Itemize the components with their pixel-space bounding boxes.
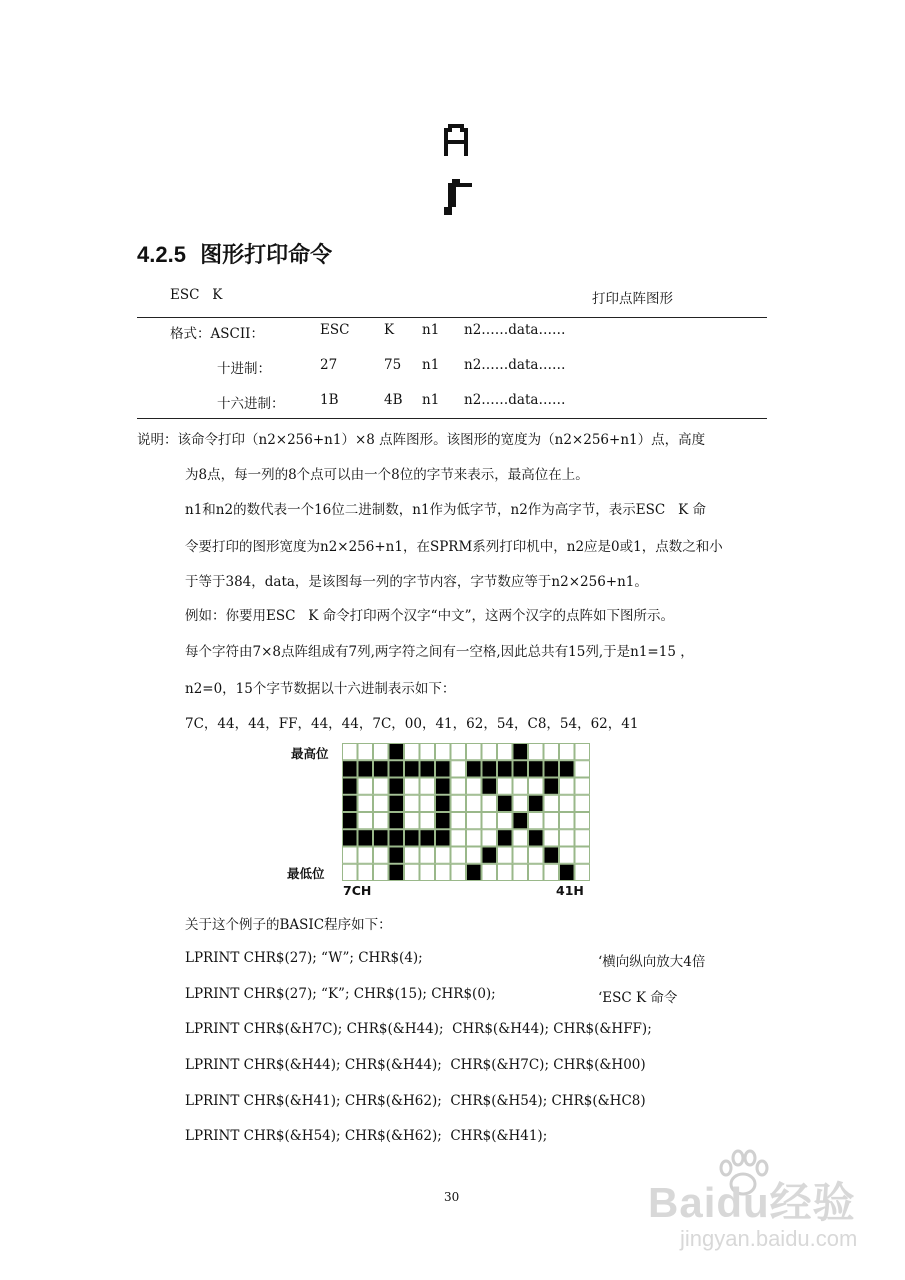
basic-code-line: LPRINT CHR$(27); “W”; CHR$(4);: [185, 950, 423, 966]
basic-code-comment: ‘ESC K 命令: [598, 990, 678, 1006]
format-row-cell: ESC: [320, 322, 350, 338]
dot-off: [575, 864, 590, 880]
dot-off: [513, 795, 528, 811]
dot-off: [560, 813, 575, 829]
basic-code-comment: ‘横向纵向放大4倍: [598, 954, 706, 970]
dot-on: [436, 830, 451, 846]
dot-on: [560, 864, 575, 880]
dot-on: [498, 830, 513, 846]
dot-off: [358, 847, 373, 863]
dot-off: [420, 778, 435, 794]
format-row-cell: n2……data……: [464, 357, 566, 373]
bitmap-glyph-guang-image: [440, 178, 476, 220]
dot-off: [451, 761, 466, 777]
dot-off: [560, 847, 575, 863]
dot-on: [513, 761, 528, 777]
watermark-url: jingyan.baidu.com: [680, 1226, 858, 1251]
dot-on: [560, 761, 575, 777]
dot-on: [467, 761, 482, 777]
dot-on: [389, 864, 404, 880]
dot-off: [560, 795, 575, 811]
command-description: 打印点阵图形: [592, 291, 673, 307]
basic-code-line: LPRINT CHR$(&H41); CHR$(&H62); CHR$(&H54); CHR$(&HC8): [185, 1093, 646, 1109]
dot-off: [560, 830, 575, 846]
body-line: 为8点，每一列的8个点可以由一个8位的字节来表示，最高位在上。: [185, 467, 589, 483]
dot-off: [575, 778, 590, 794]
dot-off: [498, 778, 513, 794]
dot-on: [420, 761, 435, 777]
dot-on: [529, 761, 544, 777]
dot-off: [482, 830, 497, 846]
dot-on: [513, 813, 528, 829]
format-row-cell: 75: [384, 357, 402, 373]
dot-off: [482, 813, 497, 829]
dot-on: [343, 830, 358, 846]
dot-on: [374, 761, 389, 777]
dot-off: [544, 744, 559, 760]
dot-off: [451, 830, 466, 846]
dot-off: [544, 813, 559, 829]
format-row-label: 十六进制：: [217, 396, 285, 412]
figure-label-top: 最高位: [291, 746, 329, 761]
dot-on: [389, 813, 404, 829]
dot-on: [389, 744, 404, 760]
dot-off: [498, 847, 513, 863]
dot-off: [498, 813, 513, 829]
dot-off: [436, 847, 451, 863]
dot-off: [420, 864, 435, 880]
dot-off: [467, 847, 482, 863]
dot-off: [451, 795, 466, 811]
dot-on: [482, 847, 497, 863]
dot-off: [544, 795, 559, 811]
basic-code-line: LPRINT CHR$(27); “K”; CHR$(15); CHR$(0);: [185, 986, 496, 1002]
dot-off: [374, 744, 389, 760]
dot-on: [358, 761, 373, 777]
dot-on: [529, 830, 544, 846]
dot-off: [482, 744, 497, 760]
figure-label-left-column: 7CH: [343, 883, 372, 898]
dot-on: [343, 778, 358, 794]
dot-off: [529, 813, 544, 829]
format-row-cell: 27: [320, 357, 338, 373]
dot-on: [389, 847, 404, 863]
dot-off: [405, 778, 420, 794]
dot-off: [451, 744, 466, 760]
section-heading: [137, 238, 332, 269]
format-row-label: 格式：ASCII：: [170, 326, 264, 342]
body-line: n1和n2的数代表一个16位二进制数，n1作为低字节，n2作为高字节，表示ESC K 命: [185, 502, 706, 518]
basic-code-line: LPRINT CHR$(&H7C); CHR$(&H44); CHR$(&H44); CHR$(&HFF);: [185, 1021, 652, 1037]
dot-off: [436, 864, 451, 880]
dot-off: [544, 864, 559, 880]
dot-off: [560, 744, 575, 760]
dot-off: [358, 795, 373, 811]
dot-on: [544, 778, 559, 794]
dot-off: [420, 795, 435, 811]
dot-off: [529, 864, 544, 880]
dot-on: [498, 795, 513, 811]
dot-off: [358, 864, 373, 880]
dot-off: [575, 813, 590, 829]
dot-on: [544, 847, 559, 863]
dot-on: [513, 744, 528, 760]
dot-off: [513, 864, 528, 880]
dot-off: [420, 744, 435, 760]
dot-on: [482, 761, 497, 777]
dot-off: [513, 830, 528, 846]
dot-off: [451, 847, 466, 863]
dot-on: [343, 795, 358, 811]
figure-label-right-column: 41H: [556, 883, 584, 898]
bitmap-glyph-a-image: [440, 124, 476, 164]
hex-data-line: 7C，44，44，FF，44，44，7C，00，41，62，54，C8，54，62，41: [185, 716, 639, 732]
dot-off: [405, 795, 420, 811]
dot-off: [575, 847, 590, 863]
dot-off: [513, 847, 528, 863]
table-top-rule: [137, 317, 767, 318]
dot-off: [343, 744, 358, 760]
body-line: 说明：该命令打印（n2×256+n1）×8 点阵图形。该图形的宽度为（n2×256+n1）点，高度: [137, 432, 706, 448]
dot-on: [498, 761, 513, 777]
dot-matrix-grid: [342, 743, 590, 881]
dot-off: [498, 864, 513, 880]
dot-off: [544, 830, 559, 846]
command-name: ESC K: [170, 287, 223, 303]
dot-on: [389, 830, 404, 846]
body-line: n2=0，15个字节数据以十六进制表示如下：: [185, 681, 456, 697]
dot-on: [436, 761, 451, 777]
dot-off: [498, 744, 513, 760]
dot-on: [343, 813, 358, 829]
format-row-cell: 1B: [320, 392, 339, 408]
dot-off: [467, 830, 482, 846]
dot-on: [374, 830, 389, 846]
dot-off: [358, 813, 373, 829]
body-line: 于等于384，data，是该图每一列的字节内容，字节数应等于n2×256+n1。: [185, 574, 648, 590]
format-row-cell: K: [384, 322, 395, 338]
dot-off: [482, 864, 497, 880]
dot-off: [436, 744, 451, 760]
table-bottom-rule: [137, 418, 767, 419]
dot-off: [467, 813, 482, 829]
dot-on: [420, 830, 435, 846]
body-line: 例如：你要用ESC K 命令打印两个汉字“中文”，这两个汉字的点阵如下图所示。: [185, 608, 674, 624]
dot-on: [467, 864, 482, 880]
dot-off: [575, 795, 590, 811]
dot-off: [405, 744, 420, 760]
dot-on: [343, 761, 358, 777]
basic-code-line: LPRINT CHR$(&H44); CHR$(&H44); CHR$(&H7C); CHR$(&H00): [185, 1057, 646, 1073]
dot-off: [482, 795, 497, 811]
dot-off: [513, 778, 528, 794]
dot-off: [420, 847, 435, 863]
dot-off: [560, 778, 575, 794]
dot-on: [529, 795, 544, 811]
dot-on: [436, 778, 451, 794]
dot-off: [374, 813, 389, 829]
dot-off: [451, 864, 466, 880]
body-line: 每个字符由7×8点阵组成有7列,两字符之间有一空格,因此总共有15列,于是n1=15 ，: [185, 644, 694, 660]
dot-on: [482, 778, 497, 794]
dot-off: [374, 864, 389, 880]
dot-off: [405, 864, 420, 880]
figure-label-bottom: 最低位: [287, 866, 325, 881]
dot-off: [374, 795, 389, 811]
dot-off: [529, 744, 544, 760]
dot-off: [343, 864, 358, 880]
dot-on: [436, 795, 451, 811]
dot-on: [358, 830, 373, 846]
dot-off: [343, 847, 358, 863]
dot-off: [358, 778, 373, 794]
basic-code-line: LPRINT CHR$(&H54); CHR$(&H62); CHR$(&H41);: [185, 1128, 548, 1144]
watermark-brand: Baidu经验: [648, 1179, 856, 1226]
format-row-cell: n1: [422, 392, 440, 408]
dot-off: [374, 778, 389, 794]
dot-on: [405, 761, 420, 777]
dot-on: [405, 830, 420, 846]
dot-off: [575, 830, 590, 846]
dot-on: [436, 813, 451, 829]
dot-off: [420, 813, 435, 829]
page-number: 30: [444, 1190, 460, 1204]
dot-off: [405, 847, 420, 863]
dot-off: [451, 813, 466, 829]
format-row-cell: n2……data……: [464, 392, 566, 408]
dot-off: [467, 744, 482, 760]
dot-off: [451, 778, 466, 794]
dot-off: [529, 847, 544, 863]
section-title: 图形打印命令: [200, 242, 333, 267]
dot-off: [358, 744, 373, 760]
dot-off: [575, 744, 590, 760]
dot-off: [467, 795, 482, 811]
format-row-label: 十进制：: [217, 361, 271, 377]
format-row-cell: n1: [422, 357, 440, 373]
format-row-cell: n1: [422, 322, 440, 338]
basic-intro: 关于这个例子的BASIC程序如下：: [185, 917, 392, 933]
dot-off: [575, 761, 590, 777]
dot-on: [389, 761, 404, 777]
body-line: 令要打印的图形宽度为n2×256+n1，在SPRM系列打印机中，n2应是0或1，点数之和小: [185, 539, 723, 555]
section-number: 4.2.5: [137, 242, 186, 267]
format-row-cell: 4B: [384, 392, 403, 408]
dot-off: [467, 778, 482, 794]
format-row-cell: n2……data……: [464, 322, 566, 338]
dot-on: [389, 795, 404, 811]
dot-on: [544, 761, 559, 777]
dot-off: [374, 847, 389, 863]
dot-on: [389, 778, 404, 794]
dot-off: [405, 813, 420, 829]
dot-off: [529, 778, 544, 794]
